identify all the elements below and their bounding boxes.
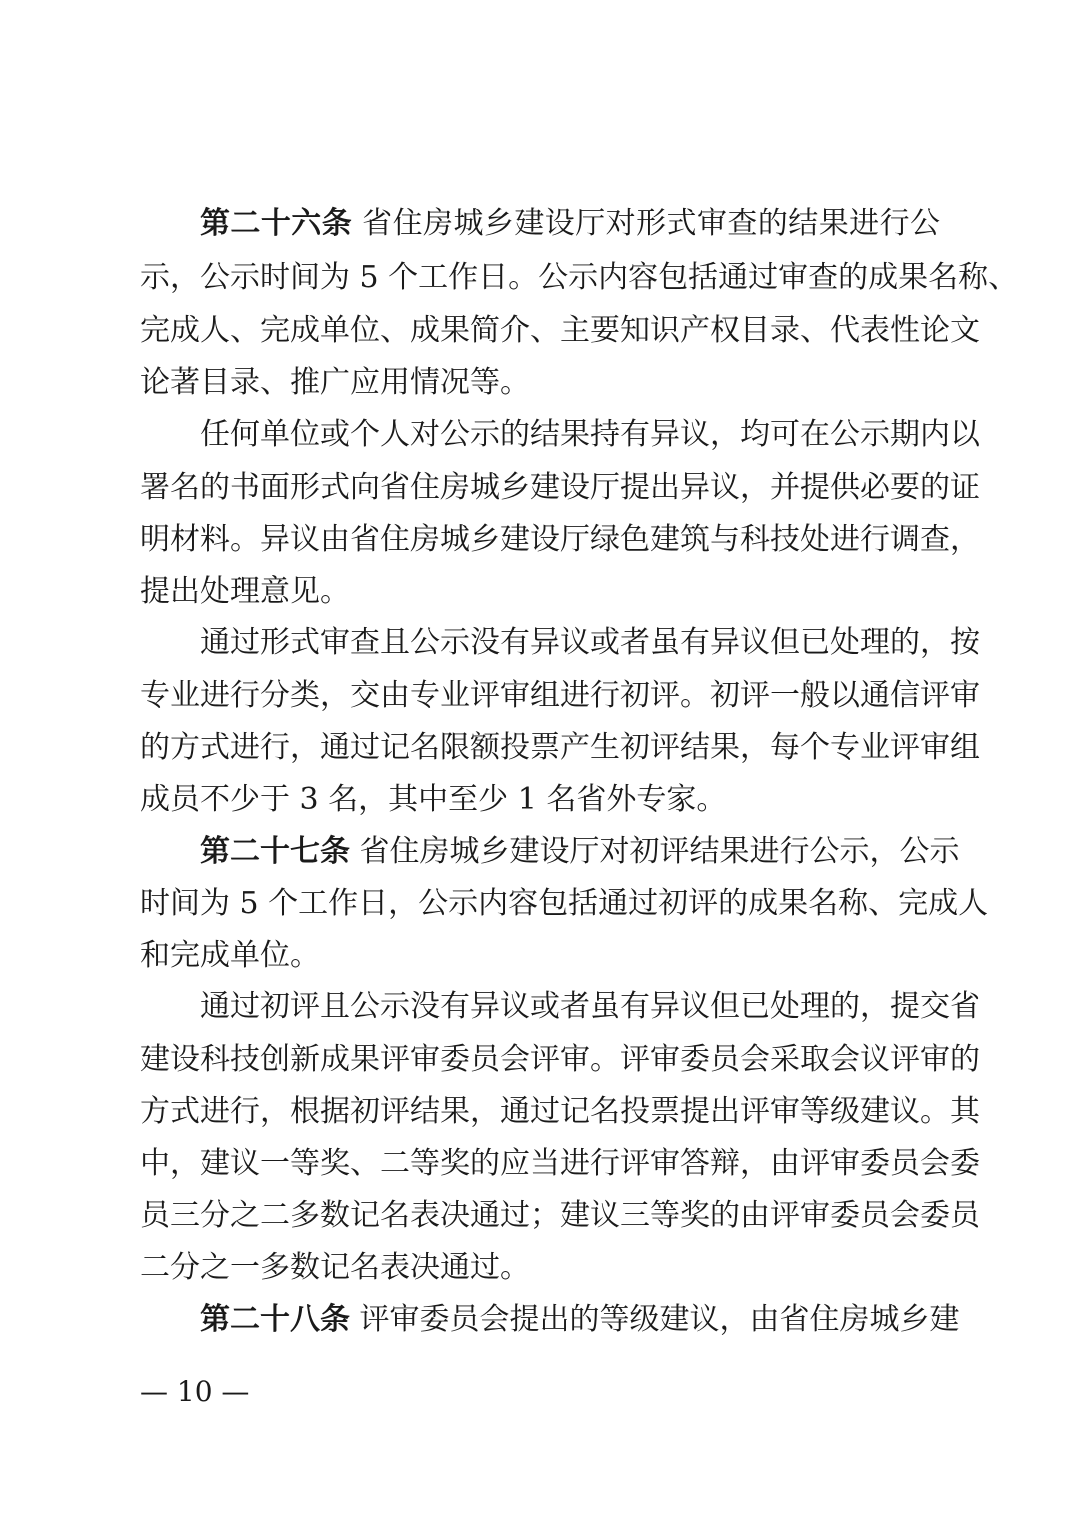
paragraph-line: 二分之一多数记名表决通过。: [140, 1250, 530, 1285]
paragraph-line: 中，建议一等奖、二等奖的应当进行评审答辩，由评审委员会委: [140, 1146, 980, 1181]
paragraph-line: 时间为 5 个工作日，公示内容包括通过初评的成果名称、完成人: [140, 886, 989, 921]
paragraph-line: 署名的书面形式向省住房城乡建设厅提出异议，并提供必要的证: [140, 470, 980, 505]
paragraph-line: 示，公示时间为 5 个工作日。公示内容包括通过审查的成果名称、: [140, 260, 1019, 295]
paragraph-line: 明材料。异议由省住房城乡建设厅绿色建筑与科技处进行调查，: [140, 522, 980, 557]
paragraph-line: 和完成单位。: [140, 938, 320, 973]
paragraph-line: 员三分之二多数记名表决通过；建议三等奖的由评审委员会委员: [140, 1198, 980, 1233]
article-heading: 第二十七条: [200, 834, 350, 869]
paragraph-line: [140, 1300, 960, 1340]
paragraph-line: [140, 204, 940, 244]
paragraph-line: 通过初评且公示没有异议或者虽有异议但已处理的，提交省: [200, 989, 980, 1024]
page-number: — 10 —: [140, 1375, 250, 1408]
line-text: 省住房城乡建设厅对初评结果进行公示，公示: [350, 834, 960, 869]
paragraph-line: 的方式进行，通过记名限额投票产生初评结果，每个专业评审组: [140, 730, 980, 765]
paragraph-line: 建设科技创新成果评审委员会评审。评审委员会采取会议评审的: [140, 1042, 980, 1077]
article-heading: 第二十六条: [200, 206, 353, 241]
paragraph-line: 提出处理意见。: [140, 574, 350, 609]
paragraph-line: 完成人、完成单位、成果简介、主要知识产权目录、代表性论文: [140, 313, 980, 348]
paragraph-line: 专业进行分类，交由专业评审组进行初评。初评一般以通信评审: [140, 678, 980, 713]
paragraph-line: 论著目录、推广应用情况等。: [140, 365, 530, 400]
line-text: 评审委员会提出的等级建议，由省住房城乡建: [350, 1302, 960, 1337]
article-heading: 第二十八条: [200, 1302, 350, 1337]
paragraph-line: 通过形式审查且公示没有异议或者虽有异议但已处理的，按: [200, 625, 980, 660]
paragraph-line: 任何单位或个人对公示的结果持有异议，均可在公示期内以: [200, 417, 980, 452]
paragraph-line: 方式进行，根据初评结果，通过记名投票提出评审等级建议。其: [140, 1094, 980, 1129]
paragraph-line: [140, 832, 960, 872]
paragraph-line: 成员不少于 3 名，其中至少 1 名省外专家。: [140, 782, 727, 817]
line-text: 省住房城乡建设厅对形式审查的结果进行公: [352, 206, 940, 241]
